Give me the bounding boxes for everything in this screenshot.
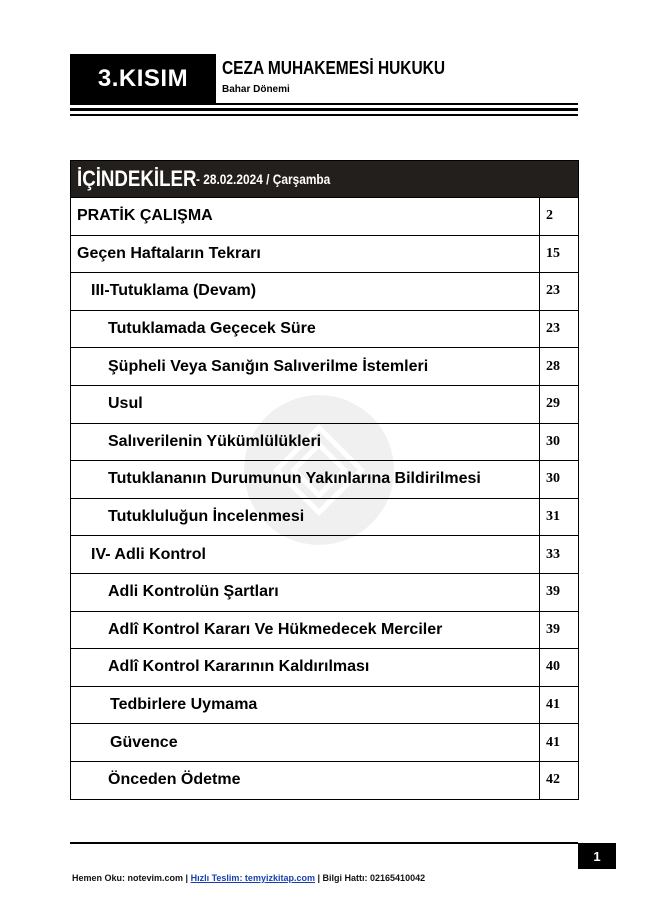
toc-entry[interactable] — [70, 424, 579, 462]
section-label: 3.KISIM — [70, 54, 216, 104]
toc-entry-title: III-Tutuklama (Devam) — [71, 273, 540, 310]
toc-entry-title: Önceden Ödetme — [71, 762, 540, 799]
toc-entry[interactable] — [70, 724, 579, 762]
toc-entry-title: Adlî Kontrol Kararının Kaldırılması — [71, 649, 540, 686]
toc-entry-title: Tutuklananın Durumunun Yakınlarına Bildirilmesi — [71, 461, 540, 498]
footer-read-label: Hemen Oku: notevim.com — [72, 873, 184, 883]
toc-entry-title: PRATİK ÇALIŞMA — [71, 198, 540, 235]
toc-entry-page: 30 — [546, 433, 560, 449]
toc-entry[interactable] — [70, 348, 579, 386]
toc-entry-title: IV- Adli Kontrol — [71, 536, 540, 573]
toc-entry[interactable] — [70, 536, 579, 574]
toc-entry-page: 23 — [546, 283, 560, 299]
table-of-contents — [70, 160, 579, 800]
toc-entry-title: Geçen Haftaların Tekrarı — [71, 236, 540, 273]
toc-entry-page: 30 — [546, 471, 560, 487]
toc-entry-page: 15 — [546, 245, 560, 261]
toc-entry-page: 28 — [546, 358, 560, 374]
toc-entry-title: Şüpheli Veya Sanığın Salıverilme İstemleri — [71, 348, 540, 385]
footer-separator: | — [185, 873, 189, 883]
toc-entry-page: 41 — [546, 697, 560, 713]
toc-entry-title: Salıverilenin Yükümlülükleri — [71, 424, 540, 461]
footer-separator: | — [317, 873, 321, 883]
toc-header — [70, 160, 579, 198]
term-label: Bahar Dönemi — [222, 84, 290, 95]
header-divider — [70, 103, 578, 105]
toc-entry-title: Güvence — [71, 724, 540, 761]
toc-entry-page: 23 — [546, 321, 560, 337]
toc-entry-page: 31 — [546, 509, 560, 525]
toc-entry[interactable] — [70, 649, 579, 687]
toc-title: İÇİNDEKİLER — [77, 166, 197, 191]
toc-entry[interactable] — [70, 386, 579, 424]
toc-entry[interactable] — [70, 499, 579, 537]
footer-text — [72, 873, 425, 883]
toc-entry-page: 39 — [546, 621, 560, 637]
toc-entry[interactable] — [70, 574, 579, 612]
toc-entry-title: Adli Kontrolün Şartları — [71, 574, 540, 611]
toc-entry[interactable] — [70, 311, 579, 349]
toc-entry-page: 41 — [546, 734, 560, 750]
page-number: 1 — [578, 843, 616, 869]
toc-entry-title: Tutuklamada Geçecek Süre — [71, 311, 540, 348]
toc-entry[interactable] — [70, 198, 579, 236]
footer-hotline-label: Bilgi Hattı: 02165410042 — [322, 873, 426, 883]
toc-entry-page: 33 — [546, 546, 560, 562]
course-title: CEZA MUHAKEMESİ HUKUKU — [222, 58, 446, 78]
toc-entry-title: Tedbirlere Uymama — [71, 687, 540, 724]
toc-entry-title: Tutukluluğun İncelenmesi — [71, 499, 540, 536]
footer-divider — [70, 842, 578, 844]
toc-entry[interactable] — [70, 687, 579, 725]
header-divider — [70, 108, 578, 111]
toc-date: - 28.02.2024 / Çarşamba — [195, 171, 330, 187]
footer-delivery-link[interactable]: Hızlı Teslim: temyizkitap.com — [190, 873, 315, 883]
header-divider — [70, 114, 578, 116]
toc-entry-page: 29 — [546, 396, 560, 412]
toc-entry-page: 42 — [546, 772, 560, 788]
toc-entry-page: 39 — [546, 584, 560, 600]
toc-entry-title: Usul — [71, 386, 540, 423]
toc-entry-page: 40 — [546, 659, 560, 675]
toc-entry[interactable] — [70, 762, 579, 800]
toc-entry-title: Adlî Kontrol Kararı Ve Hükmedecek Merciler — [71, 612, 540, 649]
toc-entry[interactable] — [70, 273, 579, 311]
toc-entry-page: 2 — [546, 208, 553, 224]
toc-entry[interactable] — [70, 236, 579, 274]
toc-entry[interactable] — [70, 612, 579, 650]
toc-entry[interactable] — [70, 461, 579, 499]
